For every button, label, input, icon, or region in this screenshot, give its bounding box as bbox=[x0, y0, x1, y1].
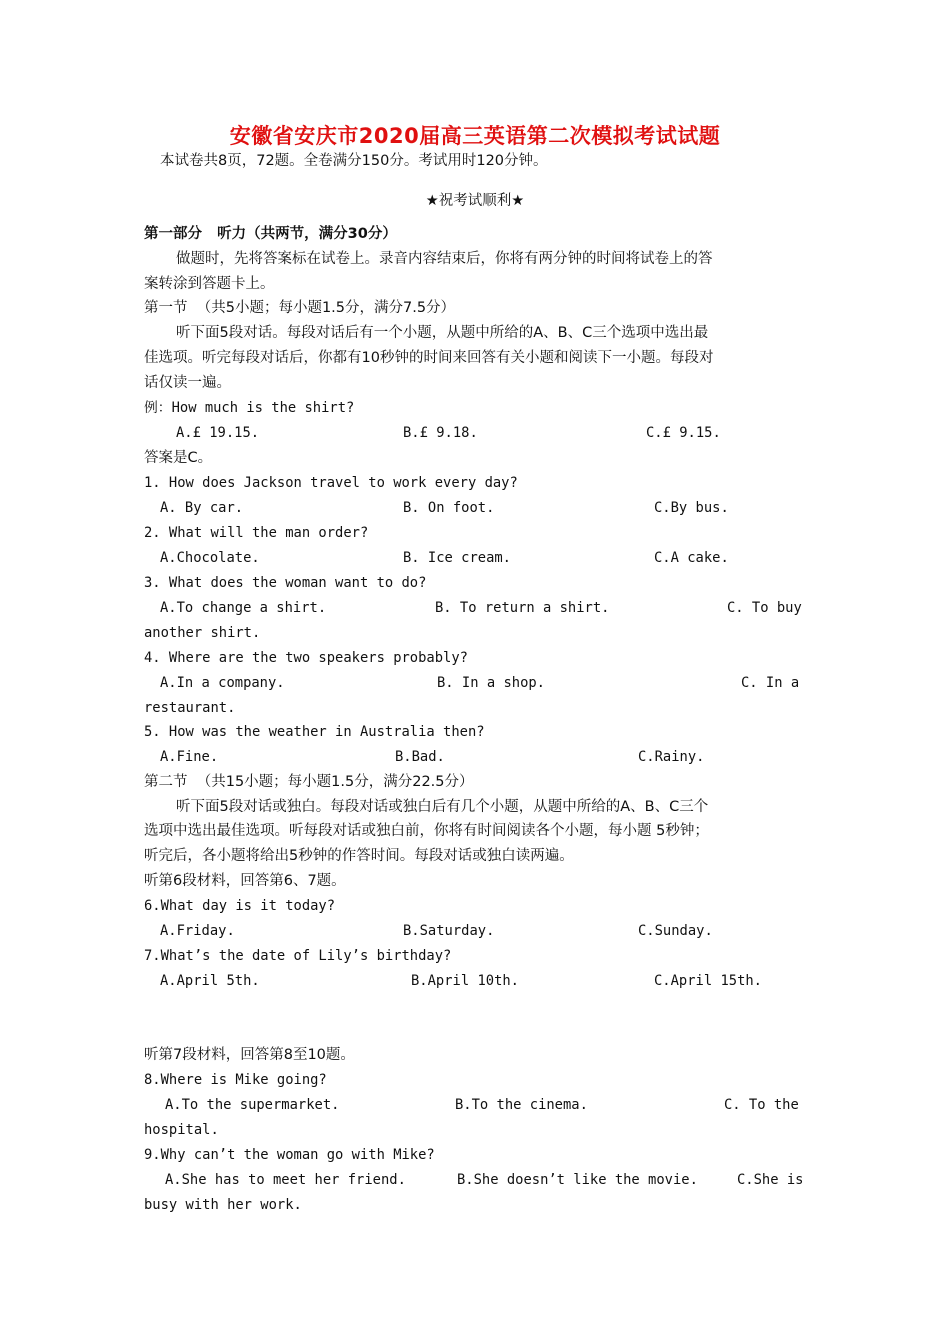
q9-option-c: C.She is bbox=[737, 1172, 804, 1188]
q3-option-a: A.To change a shirt. bbox=[160, 600, 327, 616]
question-4: 4. Where are the two speakers probably? bbox=[144, 650, 468, 666]
section1-instruction-line2: 佳选项。听完每段对话后，你都有10秒钟的时间来回答有关小题和阅读下一小题。每段对 bbox=[144, 350, 714, 366]
question-8: 8.Where is Mike going? bbox=[144, 1072, 327, 1088]
q7-option-b: B.April 10th. bbox=[411, 973, 519, 989]
q1-option-a: A. By car. bbox=[160, 500, 244, 516]
q2-option-a: A.Chocolate. bbox=[160, 550, 260, 566]
q9-option-a: A.She has to meet her friend. bbox=[165, 1172, 406, 1188]
q5-option-a: A.Fine. bbox=[160, 749, 219, 765]
q4-option-b: B. In a shop. bbox=[437, 675, 545, 691]
question-5: 5. How was the weather in Australia then? bbox=[144, 724, 485, 740]
q4-option-a: A.In a company. bbox=[160, 675, 285, 691]
q1-option-c: C.By bus. bbox=[654, 500, 729, 516]
q5-option-b: B.Bad. bbox=[395, 749, 445, 765]
q4-option-c: C. In a bbox=[741, 675, 800, 691]
q3-option-c: C. To buy bbox=[727, 600, 802, 616]
section2-heading: 第二节 （共15小题；每小题1.5分，满分22.5分） bbox=[144, 774, 474, 790]
question-9: 9.Why can’t the woman go with Mike? bbox=[144, 1147, 435, 1163]
example-answer: 答案是C。 bbox=[144, 450, 213, 466]
material-7-heading: 听第7段材料，回答第8至10题。 bbox=[144, 1047, 355, 1063]
q5-option-c: C.Rainy. bbox=[638, 749, 705, 765]
question-6: 6.What day is it today? bbox=[144, 898, 336, 914]
q8-option-c: C. To the bbox=[724, 1097, 799, 1113]
q8-option-a: A.To the supermarket. bbox=[165, 1097, 340, 1113]
q7-option-a: A.April 5th. bbox=[160, 973, 260, 989]
section2-instruction-line1: 听下面5段对话或独白。每段对话或独白后有几个小题，从题中所给的A、B、C三个 bbox=[176, 799, 709, 815]
section1-instruction-line3: 话仅读一遍。 bbox=[144, 375, 231, 391]
part1-instruction-line2: 案转涂到答题卡上。 bbox=[144, 276, 275, 292]
question-1: 1. How does Jackson travel to work every day? bbox=[144, 475, 518, 491]
q6-option-b: B.Saturday. bbox=[403, 923, 495, 939]
blessing-line: ★祝考试顺利★ bbox=[425, 193, 525, 209]
q3-option-c-continued: another shirt. bbox=[144, 625, 261, 641]
example-question: 例：How much is the shirt? bbox=[144, 400, 355, 416]
question-7: 7.What’s the date of Lily’s birthday? bbox=[144, 948, 452, 964]
material-6-heading: 听第6段材料，回答第6、7题。 bbox=[144, 873, 346, 889]
exam-title: 安徽省安庆市2020届高三英语第二次模拟考试试题 bbox=[229, 124, 721, 148]
question-2: 2. What will the man order? bbox=[144, 525, 369, 541]
q9-option-c-continued: busy with her work. bbox=[144, 1197, 302, 1213]
q9-option-b: B.She doesn’t like the movie. bbox=[457, 1172, 698, 1188]
q3-option-b: B. To return a shirt. bbox=[435, 600, 610, 616]
example-option-c: C.£ 9.15. bbox=[646, 425, 721, 441]
section2-instruction-line2: 选项中选出最佳选项。听每段对话或独白前，你将有时间阅读各个小题，每小题 5秒钟； bbox=[144, 823, 709, 839]
part1-heading: 第一部分 听力（共两节，满分30分） bbox=[144, 226, 397, 242]
example-option-b: B.£ 9.18. bbox=[403, 425, 478, 441]
q6-option-c: C.Sunday. bbox=[638, 923, 713, 939]
example-option-a: A.£ 19.15. bbox=[176, 425, 260, 441]
section1-instruction-line1: 听下面5段对话。每段对话后有一个小题，从题中所给的A、B、C三个选项中选出最 bbox=[176, 325, 709, 341]
part1-instruction-line1: 做题时，先将答案标在试卷上。录音内容结束后，你将有两分钟的时间将试卷上的答 bbox=[176, 251, 713, 267]
q1-option-b: B. On foot. bbox=[403, 500, 495, 516]
exam-intro: 本试卷共8页，72题。全卷满分150分。考试用时120分钟。 bbox=[160, 153, 548, 169]
q2-option-b: B. Ice cream. bbox=[403, 550, 511, 566]
q2-option-c: C.A cake. bbox=[654, 550, 729, 566]
question-3: 3. What does the woman want to do? bbox=[144, 575, 427, 591]
q8-option-b: B.To the cinema. bbox=[455, 1097, 588, 1113]
q6-option-a: A.Friday. bbox=[160, 923, 235, 939]
section1-heading: 第一节 （共5小题；每小题1.5分，满分7.5分） bbox=[144, 300, 456, 316]
section2-instruction-line3: 听完后，各小题将给出5秒钟的作答时间。每段对话或独白读两遍。 bbox=[144, 848, 574, 864]
q4-option-c-continued: restaurant. bbox=[144, 700, 236, 716]
q7-option-c: C.April 15th. bbox=[654, 973, 762, 989]
q8-option-c-continued: hospital. bbox=[144, 1122, 219, 1138]
